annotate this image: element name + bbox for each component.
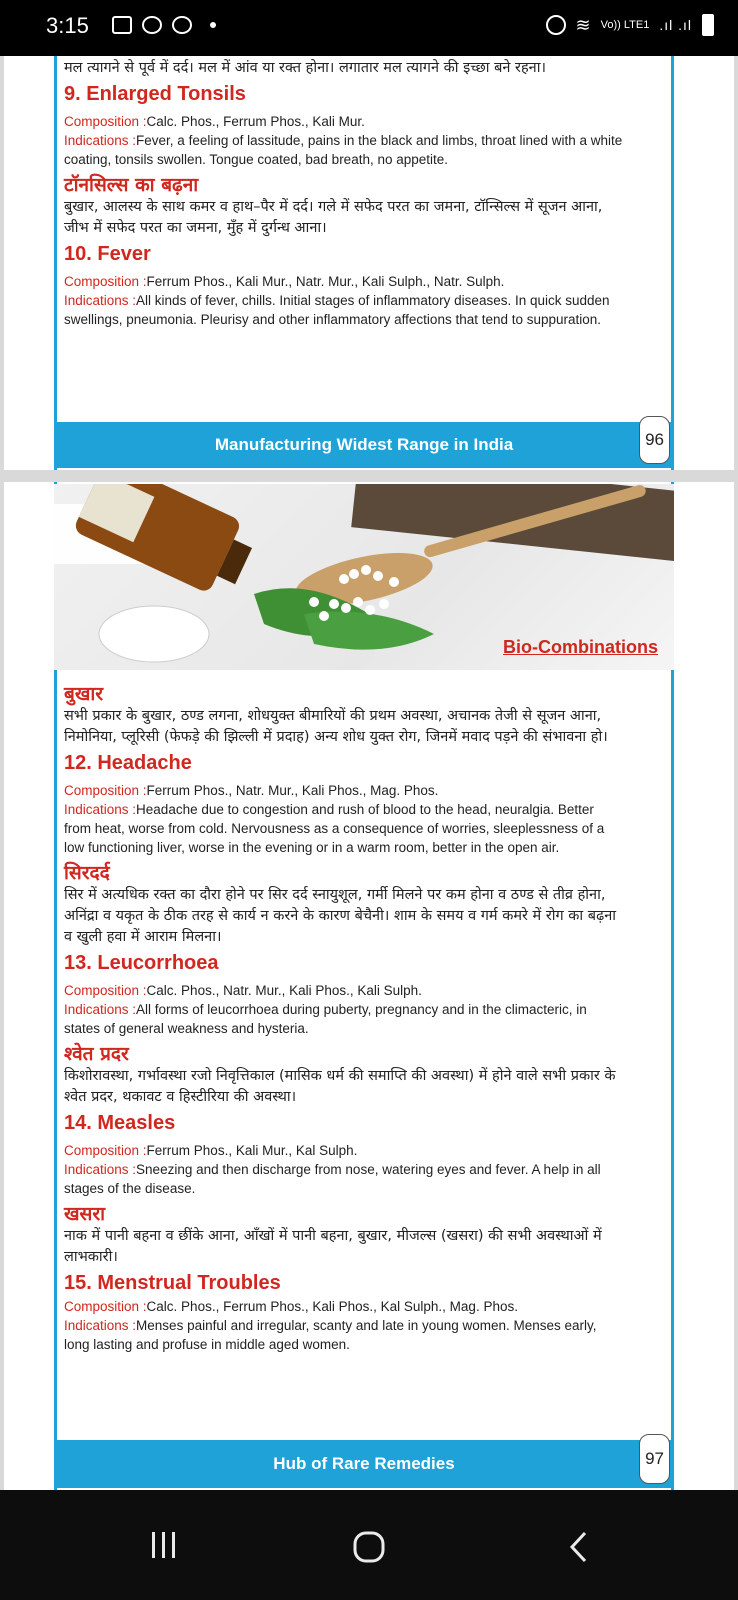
indications-text: Menses painful and irregular, scanty and late in young women. Menses early, long lasting and profuse in middle aged women. [64,1318,597,1352]
composition-label: Composition : [64,783,147,798]
navigation-bar [0,1490,738,1600]
status-bar [0,0,738,56]
bottle-shape [73,484,261,602]
indications-line [64,1316,624,1354]
composition-text: Ferrum Phos., Kali Mur., Kal Sulph. [146,1143,358,1158]
composition-label: Composition : [64,983,147,998]
status-time: 3:15 [46,13,89,38]
page-footer [54,1440,674,1488]
more-notifications-icon [210,22,216,28]
indications-label: Indications : [64,133,137,148]
whatsapp-icon [142,16,162,34]
composition-line [64,1141,624,1160]
hindi-title: बुखार [64,683,104,705]
page-number: 96 [639,416,670,464]
indications-line [64,1000,624,1038]
document-page-96 [4,56,734,470]
section-title: 9. Enlarged Tonsils [64,83,246,105]
composition-text: Calc. Phos., Ferrum Phos., Kali Mur. [146,114,365,129]
indications-label: Indications : [64,1318,137,1333]
composition-text: Ferrum Phos., Kali Mur., Natr. Mur., Kali Sulph., Natr. Sulph. [146,274,505,289]
indications-text: All forms of leucorrhoea during puberty, pregnancy and in the climacteric, in states of general weakness and hysteria. [64,1002,587,1036]
network-label: Vo)) LTE1 [600,18,650,31]
composition-label: Composition : [64,114,147,129]
cap-shape [99,606,209,662]
hindi-paragraph: किशोरावस्था, गर्भावस्था रजो निवृत्तिकाल (मासिक धर्म की समाप्ति की अवस्था) में होने वाले सभी प्रकार के श्वेत प्रदर, थकावट व हिस्टीरिया की अवस्था। [64,1068,616,1105]
indications-text: Fever, a feeling of lassitude, pains in the black and limbs, throat lined with a white coating, tonsils swollen. Tongue coated, bad breath, no appetite. [64,133,623,167]
banner-label: Bio-Combinations [503,637,658,657]
page-footer [54,422,674,468]
indications-label: Indications : [64,1162,137,1177]
hindi-paragraph: सभी प्रकार के बुखार, ठण्ड लगना, शोधयुक्त बीमारियों की प्रथम अवस्था, अचानक तेजी से सूजन आना, निमोनिया, प्लूरिसी (फेफड़े की झिल्ली में प्रदाह) अन्य शोध युक्त रोग, जिनमें मवाद पड़ने की संभावना हो। [64,708,608,745]
wifi-icon: ≋ [575,14,591,35]
composition-line [64,272,624,291]
banner-image [54,484,674,670]
indications-line [64,131,624,169]
composition-line [64,981,624,1000]
indications-label: Indications : [64,802,137,817]
section-title: 15. Menstrual Troubles [64,1272,281,1294]
indications-text: All kinds of fever, chills. Initial stages of inflammatory diseases. In quick sudden swellings, pneumonia. Pleurisy and other inflammatory affections that tend to suppuration. [64,293,610,327]
page-number: 97 [639,1434,670,1484]
recent-apps-icon[interactable] [150,1530,178,1560]
signal-icon: .ıl .ıl [659,17,692,33]
footer-text: Manufacturing Widest Range in India [214,435,514,454]
hindi-title: खसरा [64,1203,106,1225]
alarm-icon [546,15,566,35]
indications-line [64,291,624,329]
document-page-97 [4,482,734,1490]
composition-label: Composition : [64,1299,147,1314]
hindi-title: श्वेत प्रदर [64,1043,129,1065]
section-title: 10. Fever [64,243,151,265]
notification-icons [112,16,216,34]
footer-text: Hub of Rare Remedies [273,1454,455,1473]
app-notification-icon [172,16,192,34]
composition-text: Calc. Phos., Ferrum Phos., Kali Phos., Kal Sulph., Mag. Phos. [146,1299,518,1314]
indications-label: Indications : [64,293,137,308]
composition-label: Composition : [64,1143,147,1158]
indications-line [64,800,624,857]
hindi-paragraph: सिर में अत्यधिक रक्त का दौरा होने पर सिर दर्द स्नायुशूल, गर्मी मिलने पर कम होना व ठण्ड से तीव्र होना, अनिंद्रा व यकृत के ठीक तरह से कार्य न करने के कारण बेचैनी। शाम के समय व गर्म कमरे में रोग का बढ़ना व खुली हवा में आराम मिलना। [64,887,617,945]
section-title: 14. Measles [64,1112,176,1134]
section-title: 12. Headache [64,752,192,774]
hindi-paragraph: नाक में पानी बहना व छींके आना, आँखों में पानी बहना, बुखार, मीजल्स (खसरा) की सभी अवस्थाओं में लाभकारी। [64,1228,602,1265]
composition-line [64,112,624,131]
composition-text: Ferrum Phos., Natr. Mur., Kali Phos., Mag. Phos. [146,783,439,798]
indications-text: Sneezing and then discharge from nose, watering eyes and fever. A help in all stages of the disease. [64,1162,601,1196]
hindi-paragraph: मल त्यागने से पूर्व में दर्द। मल में आंव या रक्त होना। लगातार मल त्यागने की इच्छा बने रहना। [64,60,546,76]
home-icon[interactable] [352,1530,386,1564]
indications-text: Headache due to congestion and rush of blood to the head, neuralgia. Better from heat, worse from cold. Nervousness as a consequence of worries, sleeplessness of a low functioning liver, worse in the evening or in a warm room, better in the open air. [64,802,605,855]
page-content [64,58,624,329]
gallery-icon [112,16,132,34]
back-icon[interactable] [568,1530,588,1564]
hindi-title: टॉनसिल्स का बढ़ना [64,174,199,196]
composition-text: Calc. Phos., Natr. Mur., Kali Phos., Kali Sulph. [146,983,422,998]
indications-label: Indications : [64,1002,137,1017]
composition-line [64,1297,624,1316]
composition-line [64,781,624,800]
battery-icon [702,14,714,36]
section-title: 13. Leucorrhoea [64,952,219,974]
hindi-paragraph: बुखार, आलस्य के साथ कमर व हाथ–पैर में दर्द। गले में सफेद परत का जमना, टॉन्सिल्स में सूजन आना, जीभ में सफेद परत का जमना, मुँह में दुर्गन्ध आना। [64,199,603,236]
indications-line [64,1160,624,1198]
hindi-title: सिरदर्द [64,862,110,884]
page-content [64,678,624,1354]
composition-label: Composition : [64,274,147,289]
system-icons [546,14,714,36]
